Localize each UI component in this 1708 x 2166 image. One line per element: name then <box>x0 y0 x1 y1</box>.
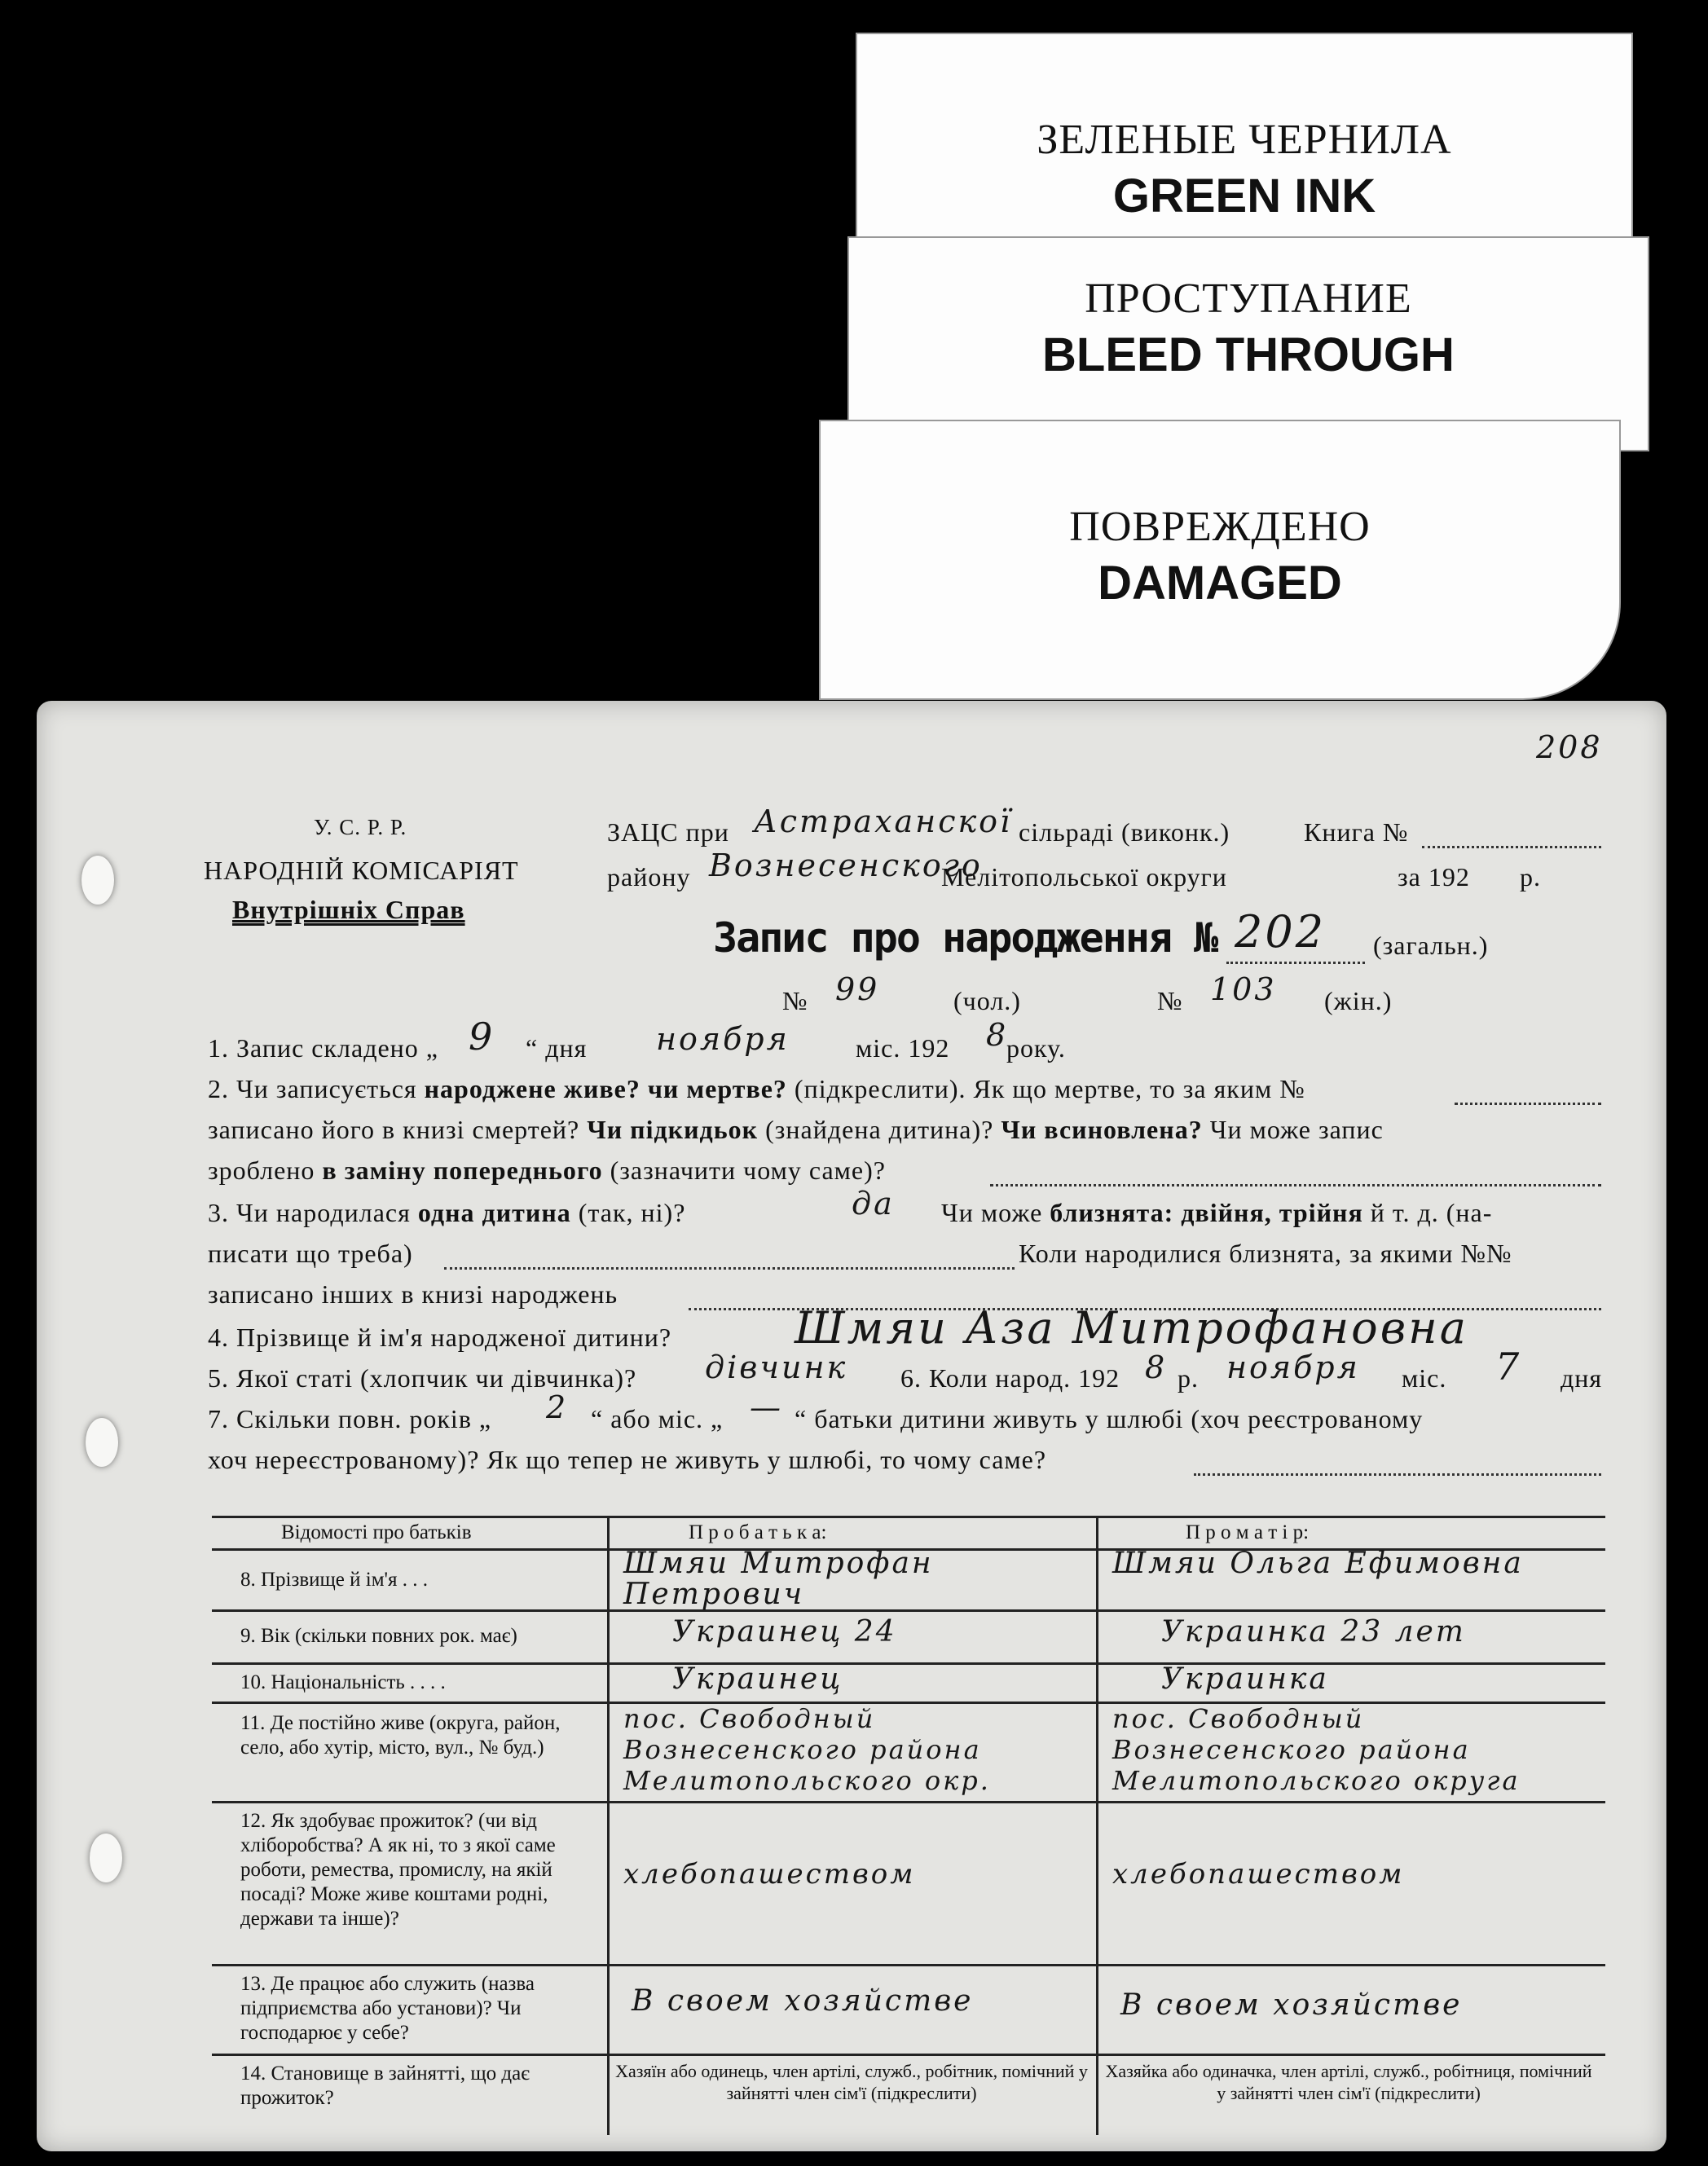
header-ussr: У. С. Р. Р. <box>314 815 407 839</box>
q1-p2: “ дня <box>526 1033 588 1063</box>
q3-line2b: Коли народилися близнята, за якими №№ <box>1019 1239 1512 1268</box>
q1-p1: 1. Запис складено „ <box>208 1033 438 1063</box>
mother-nationality: Украинка <box>1161 1662 1329 1696</box>
record-number: 202 <box>1235 906 1327 958</box>
q4-label: 4. Прізвище й ім'я народженої дитини? <box>208 1323 672 1352</box>
row-label-workplace: 13. Де працює або служить (назва підприємства або установи)? Чи господарює у себе? <box>240 1973 535 2044</box>
row-label-age: 9. Вік (скільки повних рок. має) <box>240 1625 517 1647</box>
father-residence: пос. Свободный Вознесенского района Мелитопольского окр. <box>623 1703 991 1796</box>
page-number: 208 <box>1536 729 1603 765</box>
male-no: № <box>782 986 808 1015</box>
district-value: Вознесенского <box>709 847 983 883</box>
father-employment: Хазяїн або одинець, член артілі, служб., робітник, помічний у зайнятті член сім'ї (підкреслити) <box>615 2061 1088 2103</box>
zags-suffix: сільраді (виконк.) <box>1019 817 1230 847</box>
table-header-info: Відомості про батьків <box>281 1521 472 1543</box>
district-prefix: району <box>607 862 691 891</box>
table-header-mother: П р о м а т і р: <box>1186 1521 1310 1543</box>
bleed-through-en: BLEED THROUGH <box>1042 328 1455 381</box>
green-ink-en: GREEN INK <box>1112 169 1376 222</box>
q1-year-digit: 8 <box>986 1017 1009 1053</box>
mother-workplace: В своем хозяйстве <box>1120 1988 1463 2022</box>
district-suffix: Мелітопольської округи <box>941 862 1227 891</box>
q2-line2: записано його в книзі смертей? Чи підкидьок (знайдена дитина)? Чи всиновлена? Чи може запис <box>208 1115 1384 1144</box>
father-livelihood: хлебопашеством <box>623 1858 916 1891</box>
mother-name: Шмяи Ольга Ефимовна <box>1112 1547 1524 1580</box>
q7-p2: “ або міс. „ <box>591 1404 724 1433</box>
male-number: 99 <box>835 971 880 1007</box>
zags-prefix: ЗАЦС при <box>607 817 729 847</box>
q6-label: 6. Коли народ. 192 <box>900 1363 1120 1393</box>
record-title: Запис про народження № <box>713 914 1217 962</box>
record-total-label: (загальн.) <box>1373 931 1489 960</box>
damaged-ru: ПОВРЕЖДЕНО <box>1069 504 1371 550</box>
q3-line1b: Чи може близнята: двійня, трійня й т. д. (на- <box>941 1198 1493 1227</box>
q1-p3: міс. 192 <box>856 1033 950 1063</box>
mother-residence: пос. Свободный Вознесенского района Мелитопольского округа <box>1112 1703 1521 1796</box>
q1-p4: року. <box>1006 1033 1066 1063</box>
father-name: Шмяи Митрофан Петрович <box>623 1547 934 1611</box>
q1-day: 9 <box>469 1015 495 1059</box>
q6-r: р. <box>1178 1363 1199 1393</box>
mother-employment: Хазяйка або одиначка, член артілі, служб., робітниця, помічний у зайнятті член сім'ї (підкреслити) <box>1105 2061 1592 2103</box>
q6-dnya: дня <box>1561 1363 1603 1393</box>
q6-mis: міс. <box>1402 1363 1447 1393</box>
father-nationality: Украинец <box>672 1662 843 1696</box>
q7-years: 2 <box>546 1389 569 1425</box>
row-label-nationality: 10. Національність . . . . <box>240 1671 446 1693</box>
row-label-livelihood: 12. Як здобуває прожиток? (чи від хліборобства? А як ні, то з якої саме роботи, ремества, промислу, на якій посаді? Може живе коштами родні, держави та інше)? <box>240 1810 556 1930</box>
q7-line2: хоч нереєстрованому)? Як що тепер не живуть у шлюбі, то чому саме? <box>208 1445 1047 1474</box>
damaged-en: DAMAGED <box>1098 557 1342 610</box>
green-ink-ru: ЗЕЛЕНЫЕ ЧЕРНИЛА <box>1037 117 1452 163</box>
q1-month: ноября <box>656 1021 790 1057</box>
row-label-residence: 11. Де постійно живе (округа, район, село, або хутір, місто, вул., № буд.) <box>240 1712 561 1759</box>
header-commissariat: НАРОДНІЙ КОМІСАРІЯТ <box>204 856 519 885</box>
q3-answer: да <box>852 1186 895 1222</box>
q3-line2a: писати що треба) <box>208 1239 413 1268</box>
punch-hole <box>90 1834 122 1882</box>
row-label-employment: 14. Становище в зайнятті, що дає прожиток? <box>240 2063 530 2109</box>
q2-line1: 2. Чи записується народжене живе? чи мертве? (підкреслити). Як що мертве, то за яким № <box>208 1074 1305 1103</box>
q3-line1a: 3. Чи народилася одна дитина (так, ні)? <box>208 1198 686 1227</box>
q6-month: ноября <box>1226 1349 1360 1385</box>
q2-line3: зроблено в заміну попереднього (зазначити чому саме)? <box>208 1156 886 1185</box>
q7-p3: “ батьки дитини живуть у шлюбі (хоч реєстрованому <box>795 1404 1424 1433</box>
q7-months: — <box>750 1389 783 1425</box>
bleed-through-ru: ПРОСТУПАНИЕ <box>1085 275 1412 322</box>
year-label: за 192 <box>1398 862 1470 891</box>
punch-hole <box>86 1418 118 1467</box>
mother-age: Украинка 23 лет <box>1161 1615 1466 1649</box>
father-age: Украинец 24 <box>672 1615 897 1649</box>
zags-value: Астраханскої <box>754 803 1013 839</box>
female-no: № <box>1157 986 1183 1015</box>
male-label: (чол.) <box>953 986 1021 1015</box>
punch-hole <box>81 856 114 905</box>
q3-line3: записано інших в книзі народжень <box>208 1279 618 1309</box>
header-internal-affairs: Внутрішніх Справ <box>232 895 465 924</box>
q5-label: 5. Якої статі (хлопчик чи дівчинка)? <box>208 1363 637 1393</box>
q6-year-digit: 8 <box>1145 1349 1168 1385</box>
father-workplace: В своем хозяйстве <box>632 1984 974 2018</box>
female-label: (жін.) <box>1324 986 1393 1015</box>
damaged-label-card <box>819 420 1621 700</box>
child-name: Шмяи Аза Митрофановна <box>795 1302 1468 1354</box>
female-number: 103 <box>1210 971 1277 1007</box>
mother-livelihood: хлебопашеством <box>1112 1858 1405 1891</box>
q7-p1: 7. Скільки повн. років „ <box>208 1404 492 1433</box>
row-label-name: 8. Прізвище й ім'я . . . <box>240 1569 429 1591</box>
book-label: Книга № <box>1304 817 1409 847</box>
sex-answer: дівчинк <box>705 1349 848 1385</box>
q6-day: 7 <box>1495 1345 1522 1389</box>
year-suffix: р. <box>1520 862 1541 891</box>
birth-record-form <box>37 701 1666 2151</box>
table-header-father: П р о б а т ь к а: <box>689 1521 827 1543</box>
